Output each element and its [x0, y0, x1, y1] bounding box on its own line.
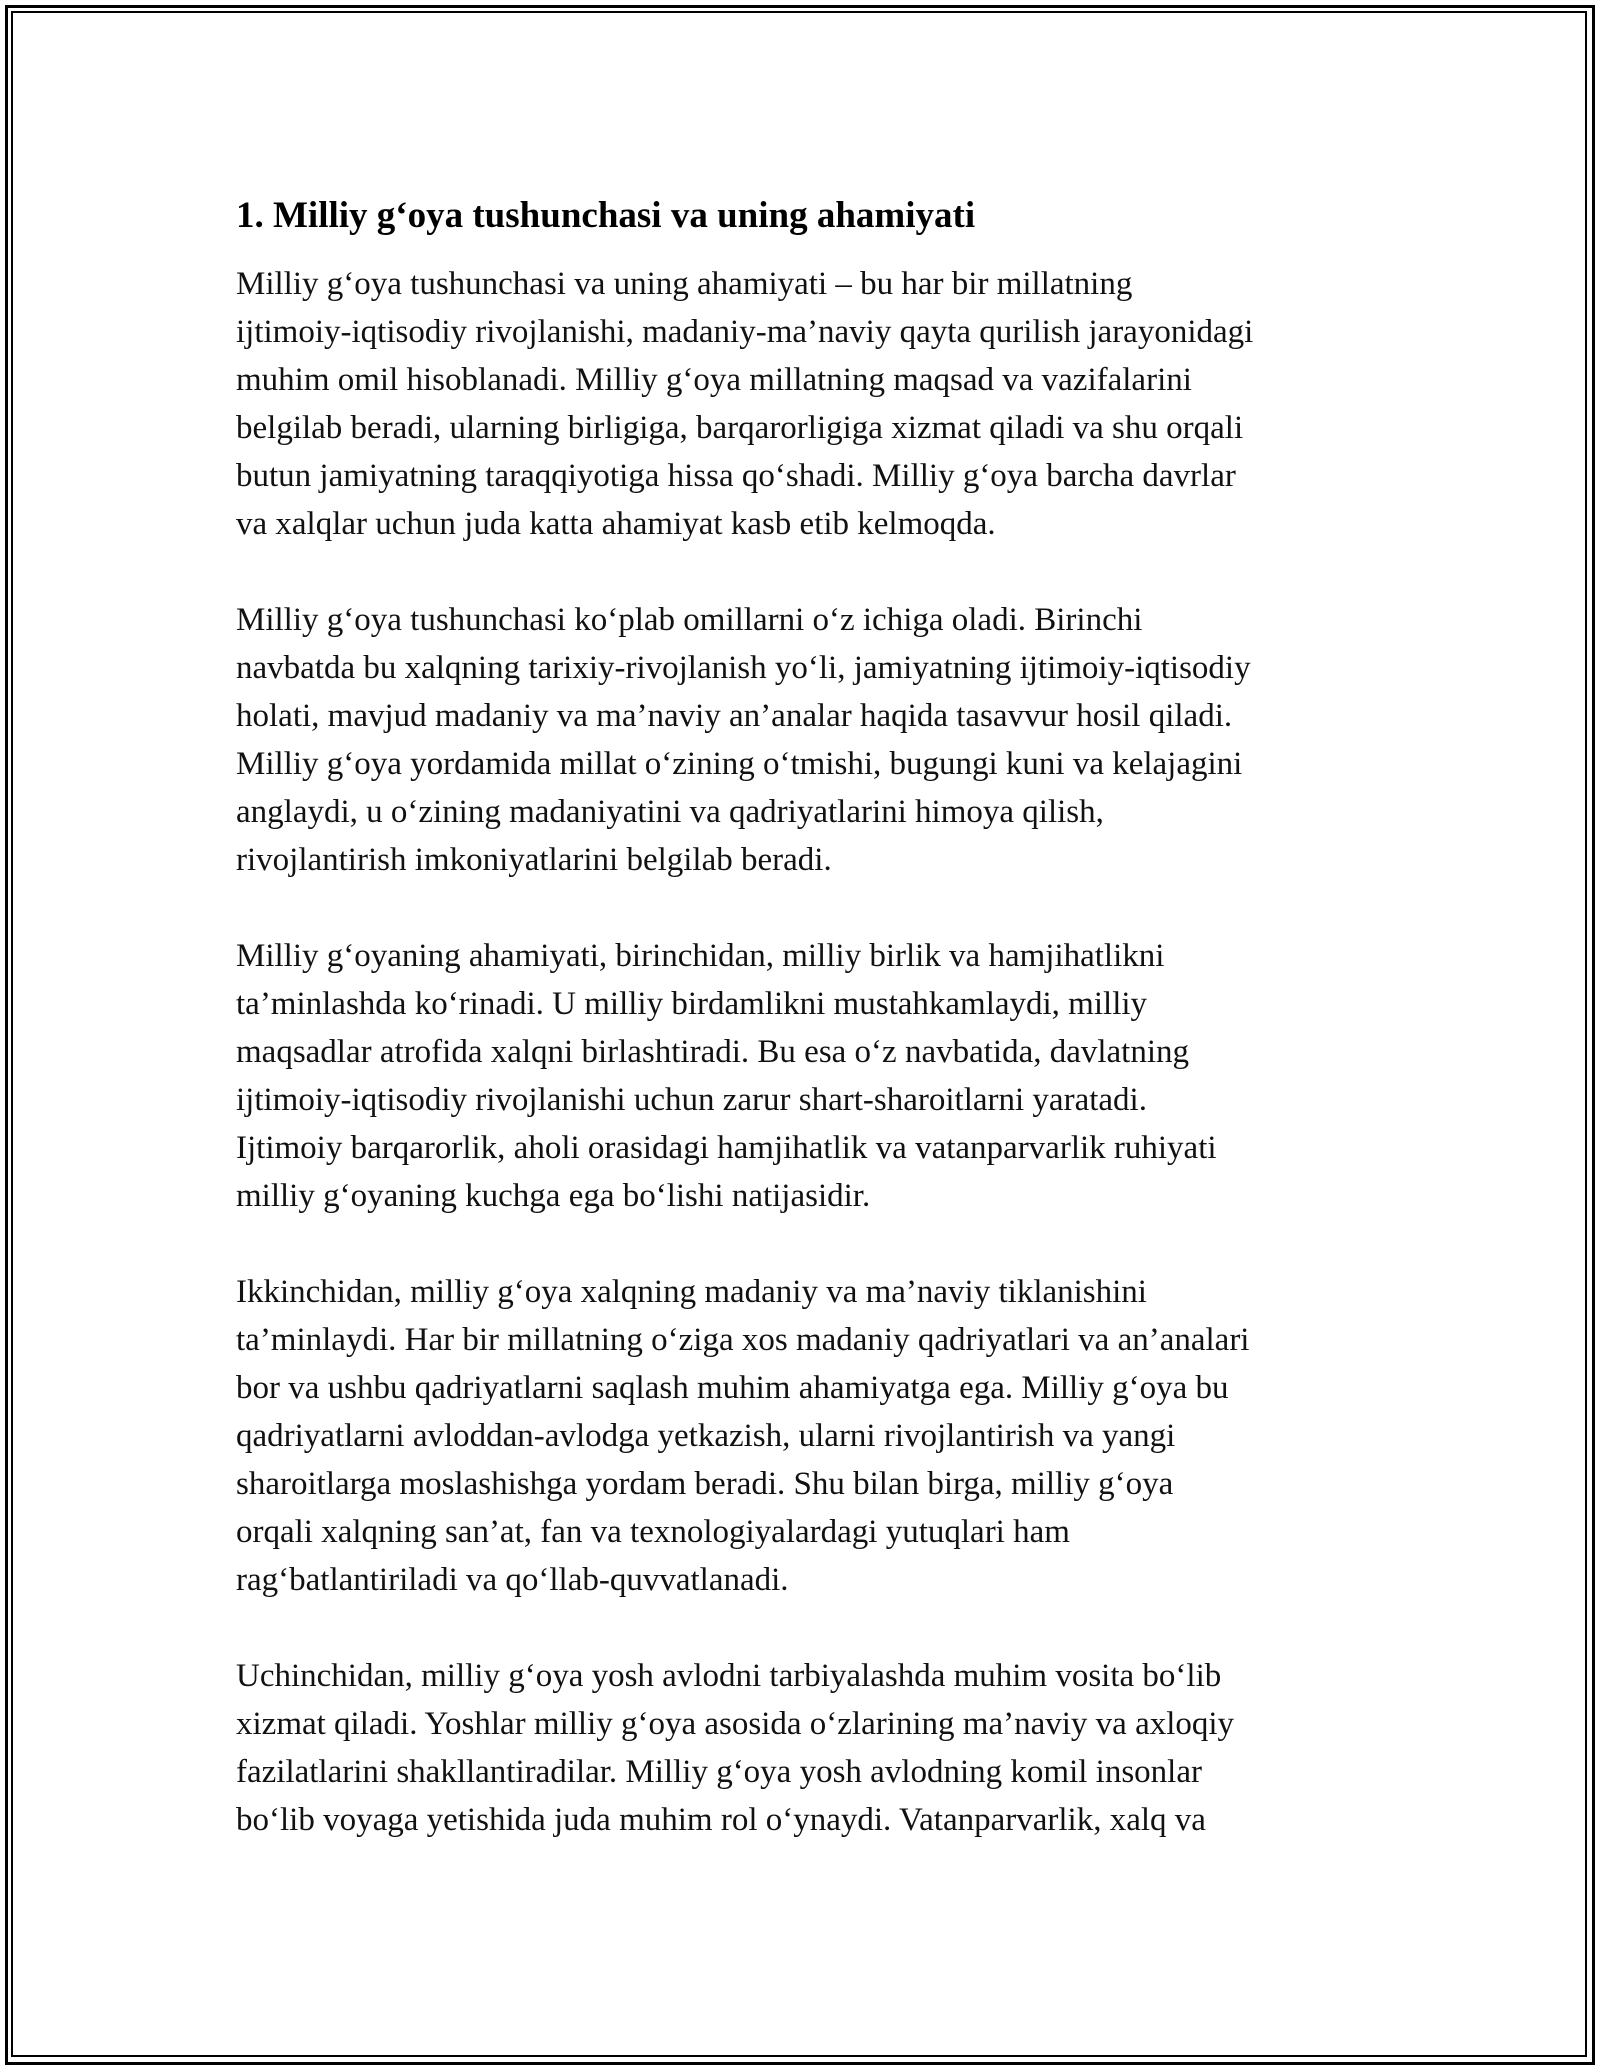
text-line: muhim omil hisoblanadi. Milliy g‘oya millatning maqsad va vazifalarini [236, 362, 1192, 398]
text-line: rag‘batlantiriladi va qo‘llab-quvvatlanadi. [236, 1562, 789, 1598]
text-line: ta’minlashda ko‘rinadi. U milliy birdamlikni mustahkamlaydi, milliy [236, 986, 1148, 1022]
text-line: Ikkinchidan, milliy g‘oya xalqning madaniy va ma’naviy tiklanishini [236, 1274, 1147, 1310]
section-heading: 1. Milliy g‘oya tushunchasi va uning ahamiyati [236, 195, 976, 236]
text-line: fazilatlarini shakllantiradilar. Milliy g‘oya yosh avlodning komil insonlar [236, 1754, 1202, 1790]
text-line: Uchinchidan, milliy g‘oya yosh avlodni tarbiyalashda muhim vosita bo‘lib [236, 1658, 1222, 1694]
document-body [236, 190, 1368, 1892]
body-paragraph [236, 932, 1368, 1220]
text-line: va xalqlar uchun juda katta ahamiyat kasb etib kelmoqda. [236, 506, 996, 542]
paragraph-list [236, 260, 1368, 1844]
text-line: orqali xalqning san’at, fan va texnologiyalardagi yutuqlari ham [236, 1514, 1070, 1550]
text-line: butun jamiyatning taraqqiyotiga hissa qo‘shadi. Milliy g‘oya barcha davrlar [236, 458, 1236, 494]
text-line: bor va ushbu qadriyatlarni saqlash muhim ahamiyatga ega. Milliy g‘oya bu [236, 1370, 1229, 1406]
text-line: ta’minlaydi. Har bir millatning o‘ziga xos madaniy qadriyatlari va an’analari [236, 1322, 1250, 1358]
body-paragraph [236, 260, 1368, 548]
text-line: xizmat qiladi. Yoshlar milliy g‘oya asosida o‘zlarining ma’naviy va axloqiy [236, 1706, 1235, 1742]
text-line: Ijtimoiy barqarorlik, aholi orasidagi hamjihatlik va vatanparvarlik ruhiyati [236, 1130, 1217, 1166]
text-line: sharoitlarga moslashishga yordam beradi. Shu bilan birga, milliy g‘oya [236, 1466, 1174, 1502]
body-paragraph [236, 596, 1368, 884]
text-line: belgilab beradi, ularning birligiga, barqarorligiga xizmat qiladi va shu orqali [236, 410, 1244, 446]
text-line: rivojlantirish imkoniyatlarini belgilab beradi. [236, 842, 832, 878]
text-line: holati, mavjud madaniy va ma’naviy an’analar haqida tasavvur hosil qiladi. [236, 698, 1233, 734]
body-paragraph [236, 1268, 1368, 1604]
text-line: ijtimoiy-iqtisodiy rivojlanishi uchun zarur shart-sharoitlarni yaratadi. [236, 1082, 1147, 1118]
text-line: Milliy g‘oya tushunchasi va uning ahamiyati – bu har bir millatning [236, 266, 1133, 302]
text-line: milliy g‘oyaning kuchga ega bo‘lishi natijasidir. [236, 1178, 871, 1214]
text-line: maqsadlar atrofida xalqni birlashtiradi. Bu esa o‘z navbatida, davlatning [236, 1034, 1190, 1070]
text-line: Milliy g‘oya tushunchasi ko‘plab omillarni o‘z ichiga oladi. Birinchi [236, 602, 1143, 638]
text-line: navbatda bu xalqning tarixiy-rivojlanish yo‘li, jamiyatning ijtimoiy-iqtisodiy [236, 650, 1251, 686]
text-line: ijtimoiy-iqtisodiy rivojlanishi, madaniy-ma’naviy qayta qurilish jarayonidagi [236, 314, 1254, 350]
text-line: anglaydi, u o‘zining madaniyatini va qadriyatlarini himoya qilish, [236, 794, 1104, 830]
text-line: Milliy g‘oya yordamida millat o‘zining o‘tmishi, bugungi kuni va kelajagini [236, 746, 1243, 782]
body-paragraph [236, 1652, 1368, 1844]
text-line: bo‘lib voyaga yetishida juda muhim rol o‘ynaydi. Vatanparvarlik, xalq va [236, 1802, 1206, 1838]
text-line: qadriyatlarni avloddan-avlodga yetkazish, ularni rivojlantirish va yangi [236, 1418, 1176, 1454]
text-line: Milliy g‘oyaning ahamiyati, birinchidan, milliy birlik va hamjihatlikni [236, 938, 1165, 974]
